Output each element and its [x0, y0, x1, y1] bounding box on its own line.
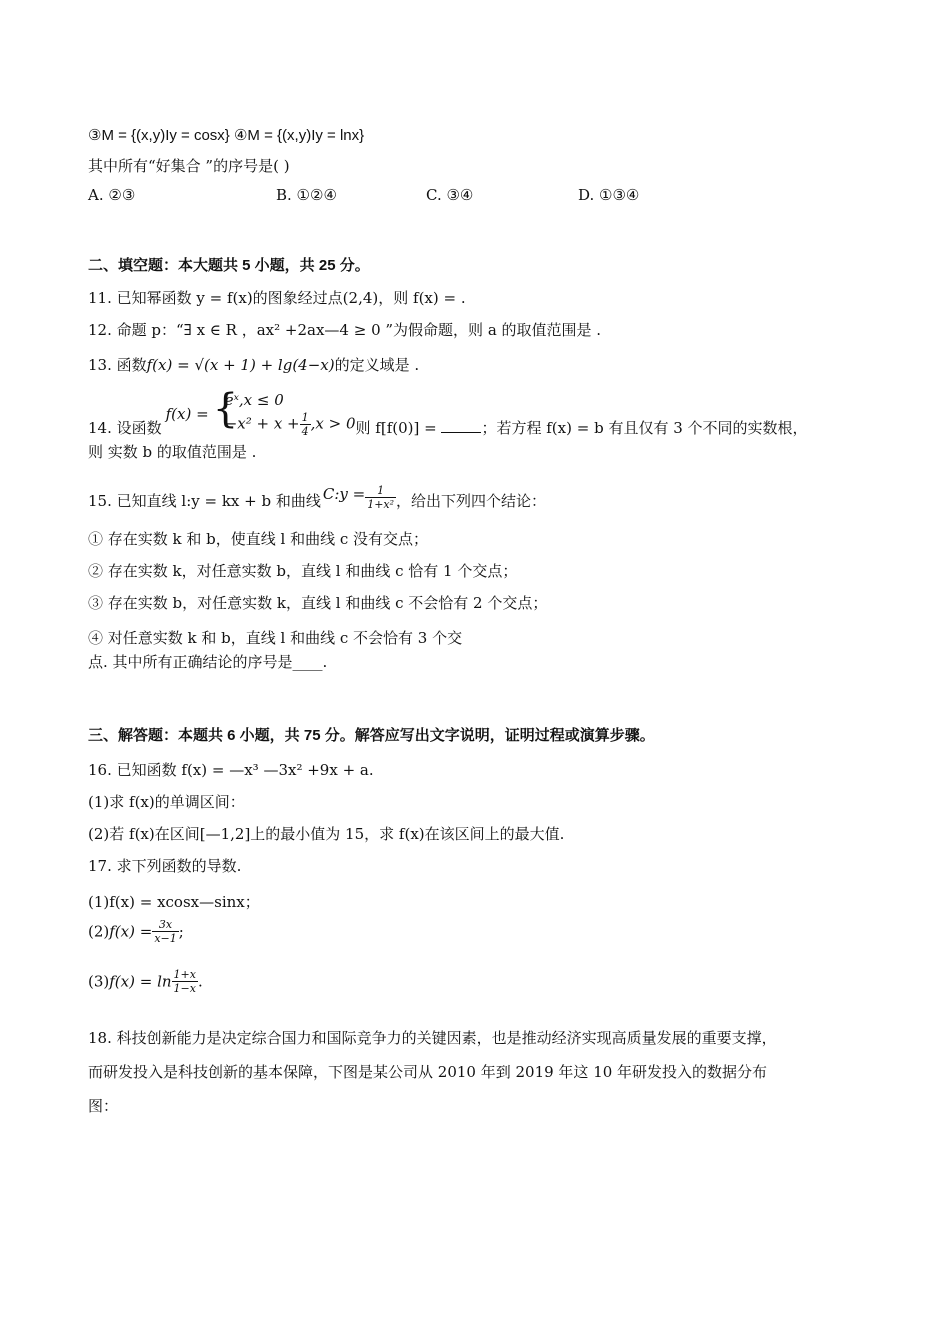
q16-part1: (1)求 f(x)的单调区间： [88, 793, 245, 811]
q13-prefix: 13. 函数 [88, 356, 147, 374]
q14-piecewise [212, 386, 356, 438]
q17-p2-den: x−1 [154, 932, 177, 945]
q17-part3 [88, 968, 203, 1004]
q11-text: 11. 已知幂函数 y = f(x)的图象经过点(2,4)，则 f(x) = . [88, 289, 466, 307]
q14-line2: 则 实数 b 的取值范围是 . [88, 443, 257, 461]
q10-option-b: B. ①②④ [276, 186, 337, 204]
q14-mid-text: 则 f[f(0)] = [355, 419, 437, 437]
q17-part2 [88, 918, 184, 954]
q17-p3-num: 1+x [173, 968, 196, 981]
q12-text: 12. 命题 p：“∃ x ∈ R ，ax² +2ax—4 ≥ 0 ”为假命题，则 a 的取值范围是 . [88, 321, 602, 339]
q14-case2 [225, 411, 356, 438]
q15-item-1: ① 存在实数 k 和 b，使直线 l 和曲线 c 没有交点； [88, 530, 429, 548]
q17-p2-num: 3x [152, 918, 178, 932]
q17-p3-fx: f(x) = ln [109, 972, 172, 991]
q14-frac-den: 4 [301, 425, 309, 438]
q15-curve: C:y = [322, 485, 366, 503]
q15-fraction [365, 484, 396, 511]
q10-question-line: 其中所有“好集合 ”的序号是( ) [88, 157, 290, 175]
q14-case2-b: ,x > 0 [310, 414, 356, 433]
q14-brace: { [212, 386, 239, 432]
q14-fx: f(x) = [165, 404, 209, 423]
q17-p3-fraction [172, 968, 198, 995]
q18-line2: 而研发投入是科技创新的基本保障，下图是某公司从 2010 年到 2019 年这 10 年研发投入的数据分布 [88, 1063, 768, 1081]
q13-line [88, 355, 419, 375]
q15-frac-den: 1+x² [367, 498, 395, 511]
q18-line3: 图： [88, 1097, 119, 1115]
q15-prefix: 15. 已知直线 l:y = kx + b 和曲线 [88, 492, 321, 510]
q14-blank [441, 419, 481, 433]
q14-rest: ；若方程 f(x) = b 有且仅有 3 个不同的实数根， [481, 419, 808, 437]
q17-p2-fraction [152, 918, 178, 945]
q10-option-a: A. ②③ [88, 186, 136, 204]
q17-p2-end: ; [178, 922, 184, 941]
q13-suffix: 的定义域是 . [334, 356, 420, 374]
q17-part1: (1)f(x) = xcosx—sinx； [88, 893, 260, 911]
q15-item-3: ③ 存在实数 b，对任意实数 k，直线 l 和曲线 c 不会恰有 2 个交点； [88, 594, 548, 612]
q15-item-4: ④ 对任意实数 k 和 b，直线 l 和曲线 c 不会恰有 3 个交 [88, 629, 463, 647]
q15-frac-num: 1 [365, 484, 396, 498]
q14-frac-num: 1 [301, 411, 309, 424]
q15-last: 点. 其中所有正确结论的序号是____. [88, 653, 328, 671]
q14-case1: eˣ,x ≤ 0 [224, 391, 284, 409]
q10-option-line: ③M = {(x,y)Iy = cosx} ④M = {(x,y)Iy = lnx} [88, 127, 365, 144]
q17-p2-label: (2) [88, 922, 110, 941]
q17-p3-label: (3) [88, 972, 110, 991]
q15-line [88, 484, 546, 518]
q15-suffix: ，给出下列四个结论： [396, 492, 547, 510]
q17-p3-den: 1−x [173, 982, 196, 995]
q14-line [88, 384, 808, 436]
q16-part2: (2)若 f(x)在区间[—1,2]上的最小值为 15，求 f(x)在该区间上的最大值. [88, 825, 565, 843]
q10-option-c: C. ③④ [426, 186, 474, 204]
q10-option-d: D. ①③④ [578, 186, 640, 204]
q14-case2-a: −x² + x + [224, 414, 300, 433]
q16-text: 16. 已知函数 f(x) = —x³ —3x² +9x + a. [88, 761, 374, 779]
q14-prefix: 14. 设函数 [88, 419, 162, 437]
q14-fraction [300, 411, 311, 438]
q18-line1: 18. 科技创新能力是决定综合国力和国际竞争力的关键因素，也是推动经济实现高质量发展的重要支撑， [88, 1029, 777, 1047]
section2-heading: 二、填空题：本大题共 5 小题，共 25 分。 [88, 257, 370, 274]
q17-text: 17. 求下列函数的导数. [88, 857, 242, 875]
q17-p2-fx: f(x) = [109, 922, 153, 941]
q14-mid [356, 384, 808, 438]
q13-formula: f(x) = √(x + 1) + lg(4−x) [146, 356, 335, 374]
q17-p3-end: . [197, 972, 203, 991]
section3-heading: 三、解答题：本题共 6 小题，共 75 分。解答应写出文字说明，证明过程或演算步骤。 [88, 727, 655, 744]
q15-item-2: ② 存在实数 k，对任意实数 b，直线 l 和曲线 c 恰有 1 个交点； [88, 562, 518, 580]
